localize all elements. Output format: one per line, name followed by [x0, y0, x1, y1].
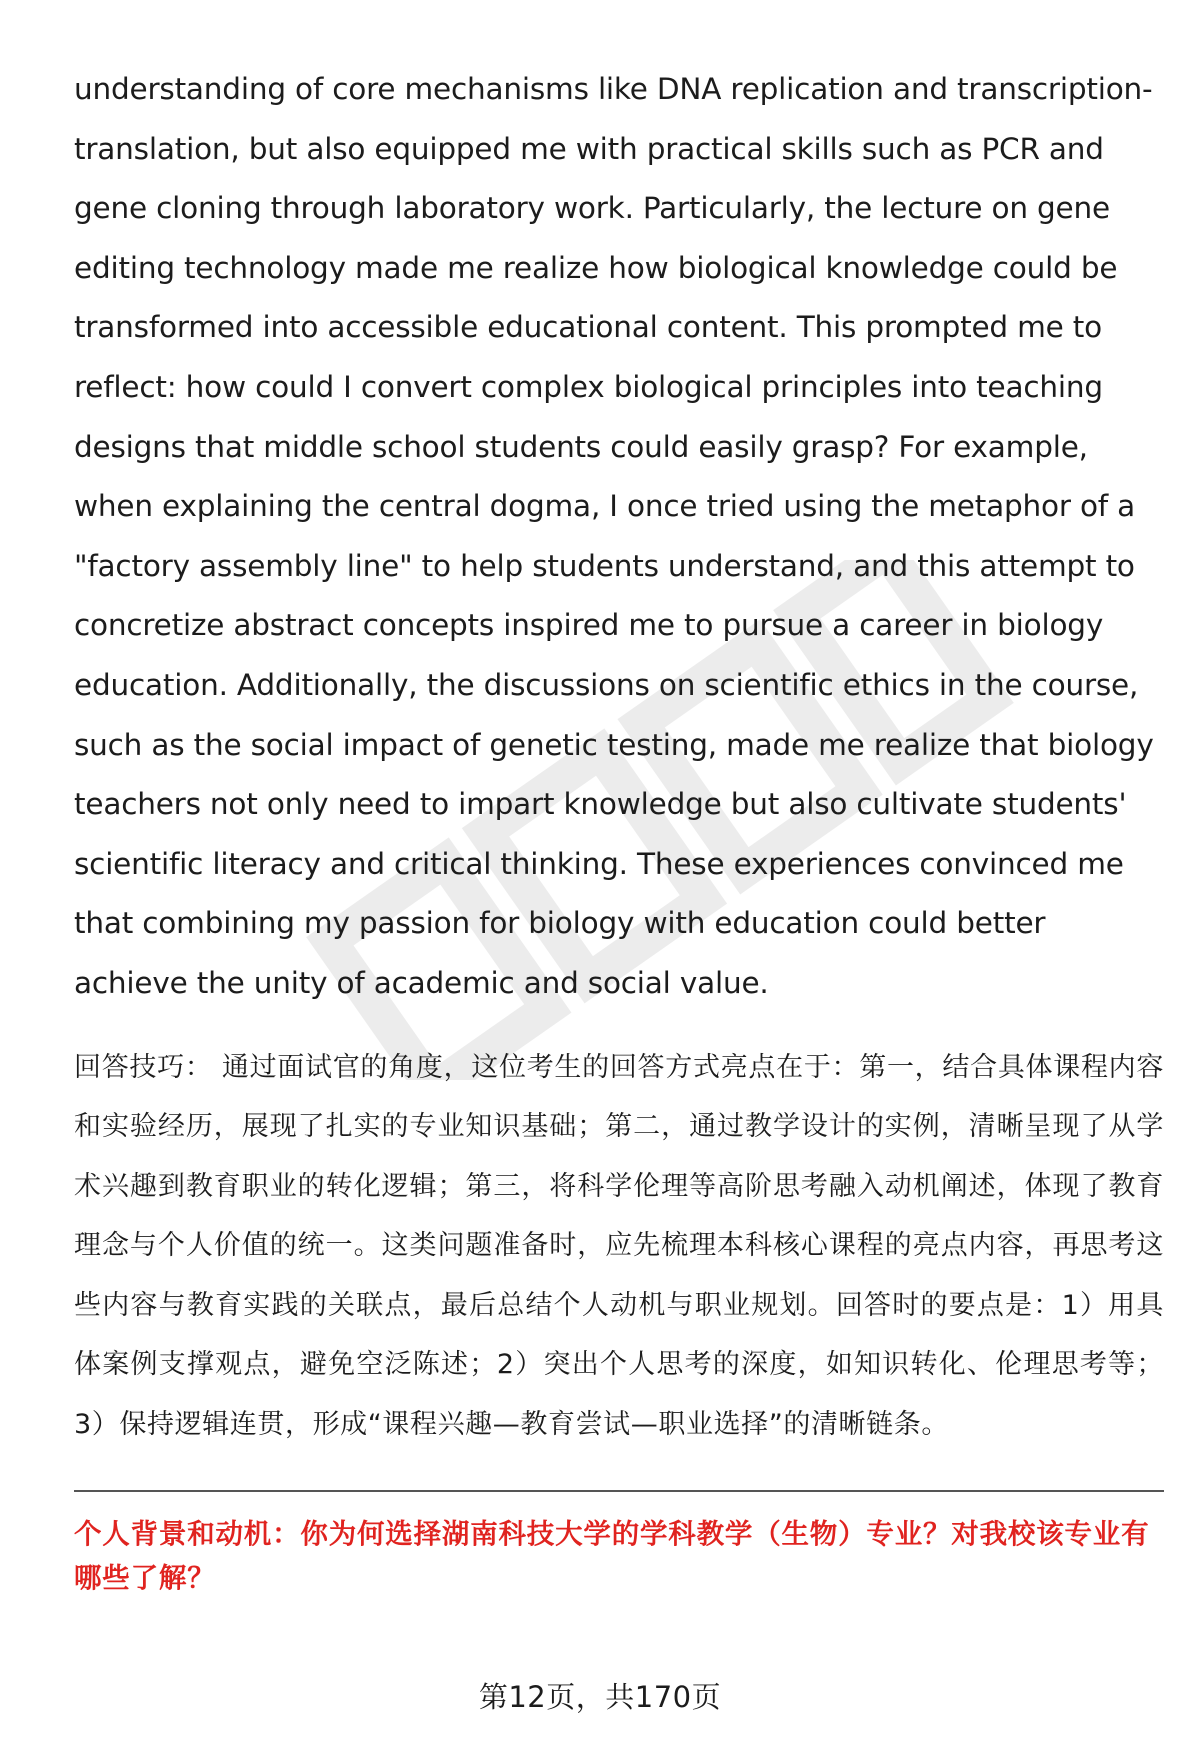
- answer-paragraph: understanding of core mechanisms like DNA replication and transcription-translation, but also equipped me with practical skills such as PCR and gene cloning through laboratory work. Particularly, the lecture on gene editing technology made me realize how biological knowledge could be transformed into accessible educational content. This prompted me to reflect: how could I convert complex biological principles into teaching designs that middle school students could easily grasp? For example, when explaining the central dogma, I once tried using the metaphor of a "factory assembly line" to help students understand, and this attempt to concretize abstract concepts inspired me to pursue a career in biology education. Additionally, the discussions on scientific ethics in the course, such as the social impact of genetic testing, made me realize that biology teachers not only need to impart knowledge but also cultivate students' scientific literacy and critical thinking. These experiences convinced me that combining my passion for biology with education could better achieve the unity of academic and social value.: [74, 72, 1154, 1000]
- section-divider: [74, 1490, 1164, 1492]
- next-question-heading: 个人背景和动机：你为何选择湖南科技大学的学科教学（生物）专业？对我校该专业有哪些了解？: [74, 1518, 1150, 1594]
- page-body: [74, 60, 1164, 1600]
- page-number: 第12页，共170页: [478, 1680, 722, 1714]
- answer-tips-paragraph: 回答技巧： 通过面试官的角度，这位考生的回答方式亮点在于：第一，结合具体课程内容和实验经历，展现了扎实的专业知识基础；第二，通过教学设计的实例，清晰呈现了从学术兴趣到教育职业的转化逻辑；第三，将科学伦理等高阶思考融入动机阐述，体现了教育理念与个人价值的统一。这类问题准备时，应先梳理本科核心课程的亮点内容，再思考这些内容与教育实践的关联点，最后总结个人动机与职业规划。回答时的要点是：1）用具体案例支撑观点，避免空泛陈述；2）突出个人思考的深度，如知识转化、伦理思考等；3）保持逻辑连贯，形成“课程兴趣—教育尝试—职业选择”的清晰链条。: [74, 1051, 1164, 1440]
